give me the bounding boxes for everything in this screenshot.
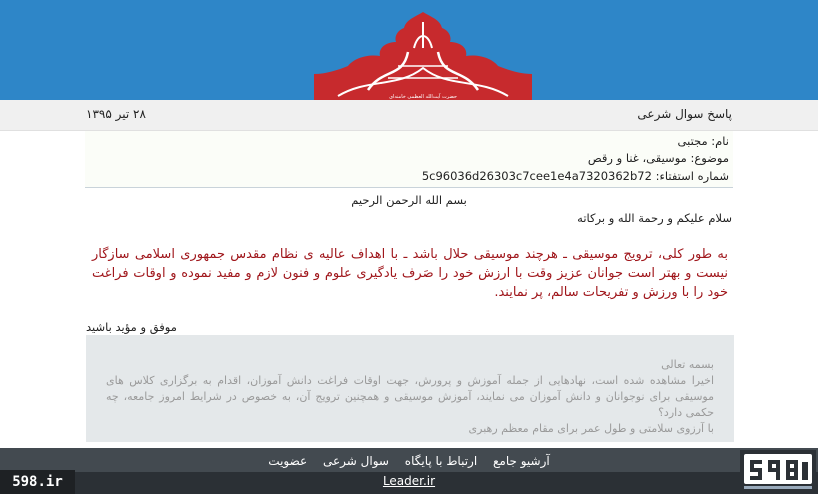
footer-nav-bar — [0, 448, 818, 472]
598-logo-icon[interactable] — [740, 450, 816, 492]
answer-text: به طور کلی، ترویج موسیقی ـ هرچند موسیقی حلال باشد ـ با اهداف عالیه ی نظام مقدس جمهوری اسلامی سازگار نیست و بهتر است جوانان عزیز وقت با ارزش خود را صَرف یادگیری علوم و فنون لازم و مفید نموده و اوقات فراغت خود را با ورزش و تفریحات سالم، پر نمایند. — [92, 247, 728, 300]
subject-value: موسیقی، غنا و رقص — [587, 151, 687, 165]
site-badge[interactable]: 598.ir — [0, 470, 75, 494]
page-title: پاسخ سوال شرعی — [637, 107, 732, 121]
name-value: مجتبی — [677, 134, 708, 148]
footer-bottom-bar — [0, 472, 818, 494]
greeting-text: سلام علیکم و رحمة الله و برکاته — [577, 211, 732, 225]
page-subheader — [0, 100, 818, 131]
leader-site-link[interactable]: Leader.ir — [382, 474, 436, 488]
fatwa-id-label: شماره استفتاء: — [655, 169, 729, 183]
leader-emblem-icon[interactable] — [308, 8, 538, 102]
bismillah-heading: بسم الله الرحمن الرحیم — [351, 193, 467, 207]
question-meta — [85, 131, 733, 188]
question-box — [86, 335, 734, 442]
nav-membership-link[interactable]: عضویت — [268, 454, 308, 468]
closing-text: موفق و مؤید باشید — [86, 320, 177, 334]
meta-row-subject — [588, 151, 729, 165]
footer-nav — [0, 454, 818, 468]
nav-question-link[interactable]: سوال شرعی — [323, 454, 389, 468]
meta-row-name — [678, 134, 729, 148]
subject-label: موضوع: — [690, 151, 729, 165]
nav-archive-link[interactable]: آرشیو جامع — [493, 454, 550, 468]
question-line: با آرزوی سلامتی و طول عمر برای مقام معظم رهبری — [468, 422, 714, 435]
answer-date: ۲۸ تیر ۱۳۹۵ — [86, 107, 146, 121]
meta-row-id — [422, 169, 729, 183]
emblem-caption: حضرت آیت‌الله العظمی خامنه‌ای — [389, 94, 457, 100]
site-header — [0, 0, 818, 100]
question-text — [106, 357, 714, 437]
name-label: نام: — [711, 134, 729, 148]
nav-contact-link[interactable]: ارتباط با پایگاه — [404, 454, 478, 468]
fatwa-id-value: 5c96036d26303c7cee1e4a7320362b72 — [421, 169, 652, 183]
question-line: بسمه تعالی — [661, 358, 714, 371]
question-line: اخیرا مشاهده شده است، نهادهایی از جمله آموزش و پرورش، جهت اوقات فراغت دانش آموزان، اقدام به برگزاری کلاس های موسیقی برای نوجوانان و دانش آموزان می نمایند، آموزش موسیقی و همچنین ترویج آن، به خصوص در شرایط امروز جامعه، چه حکمی دارد؟ — [106, 374, 714, 419]
